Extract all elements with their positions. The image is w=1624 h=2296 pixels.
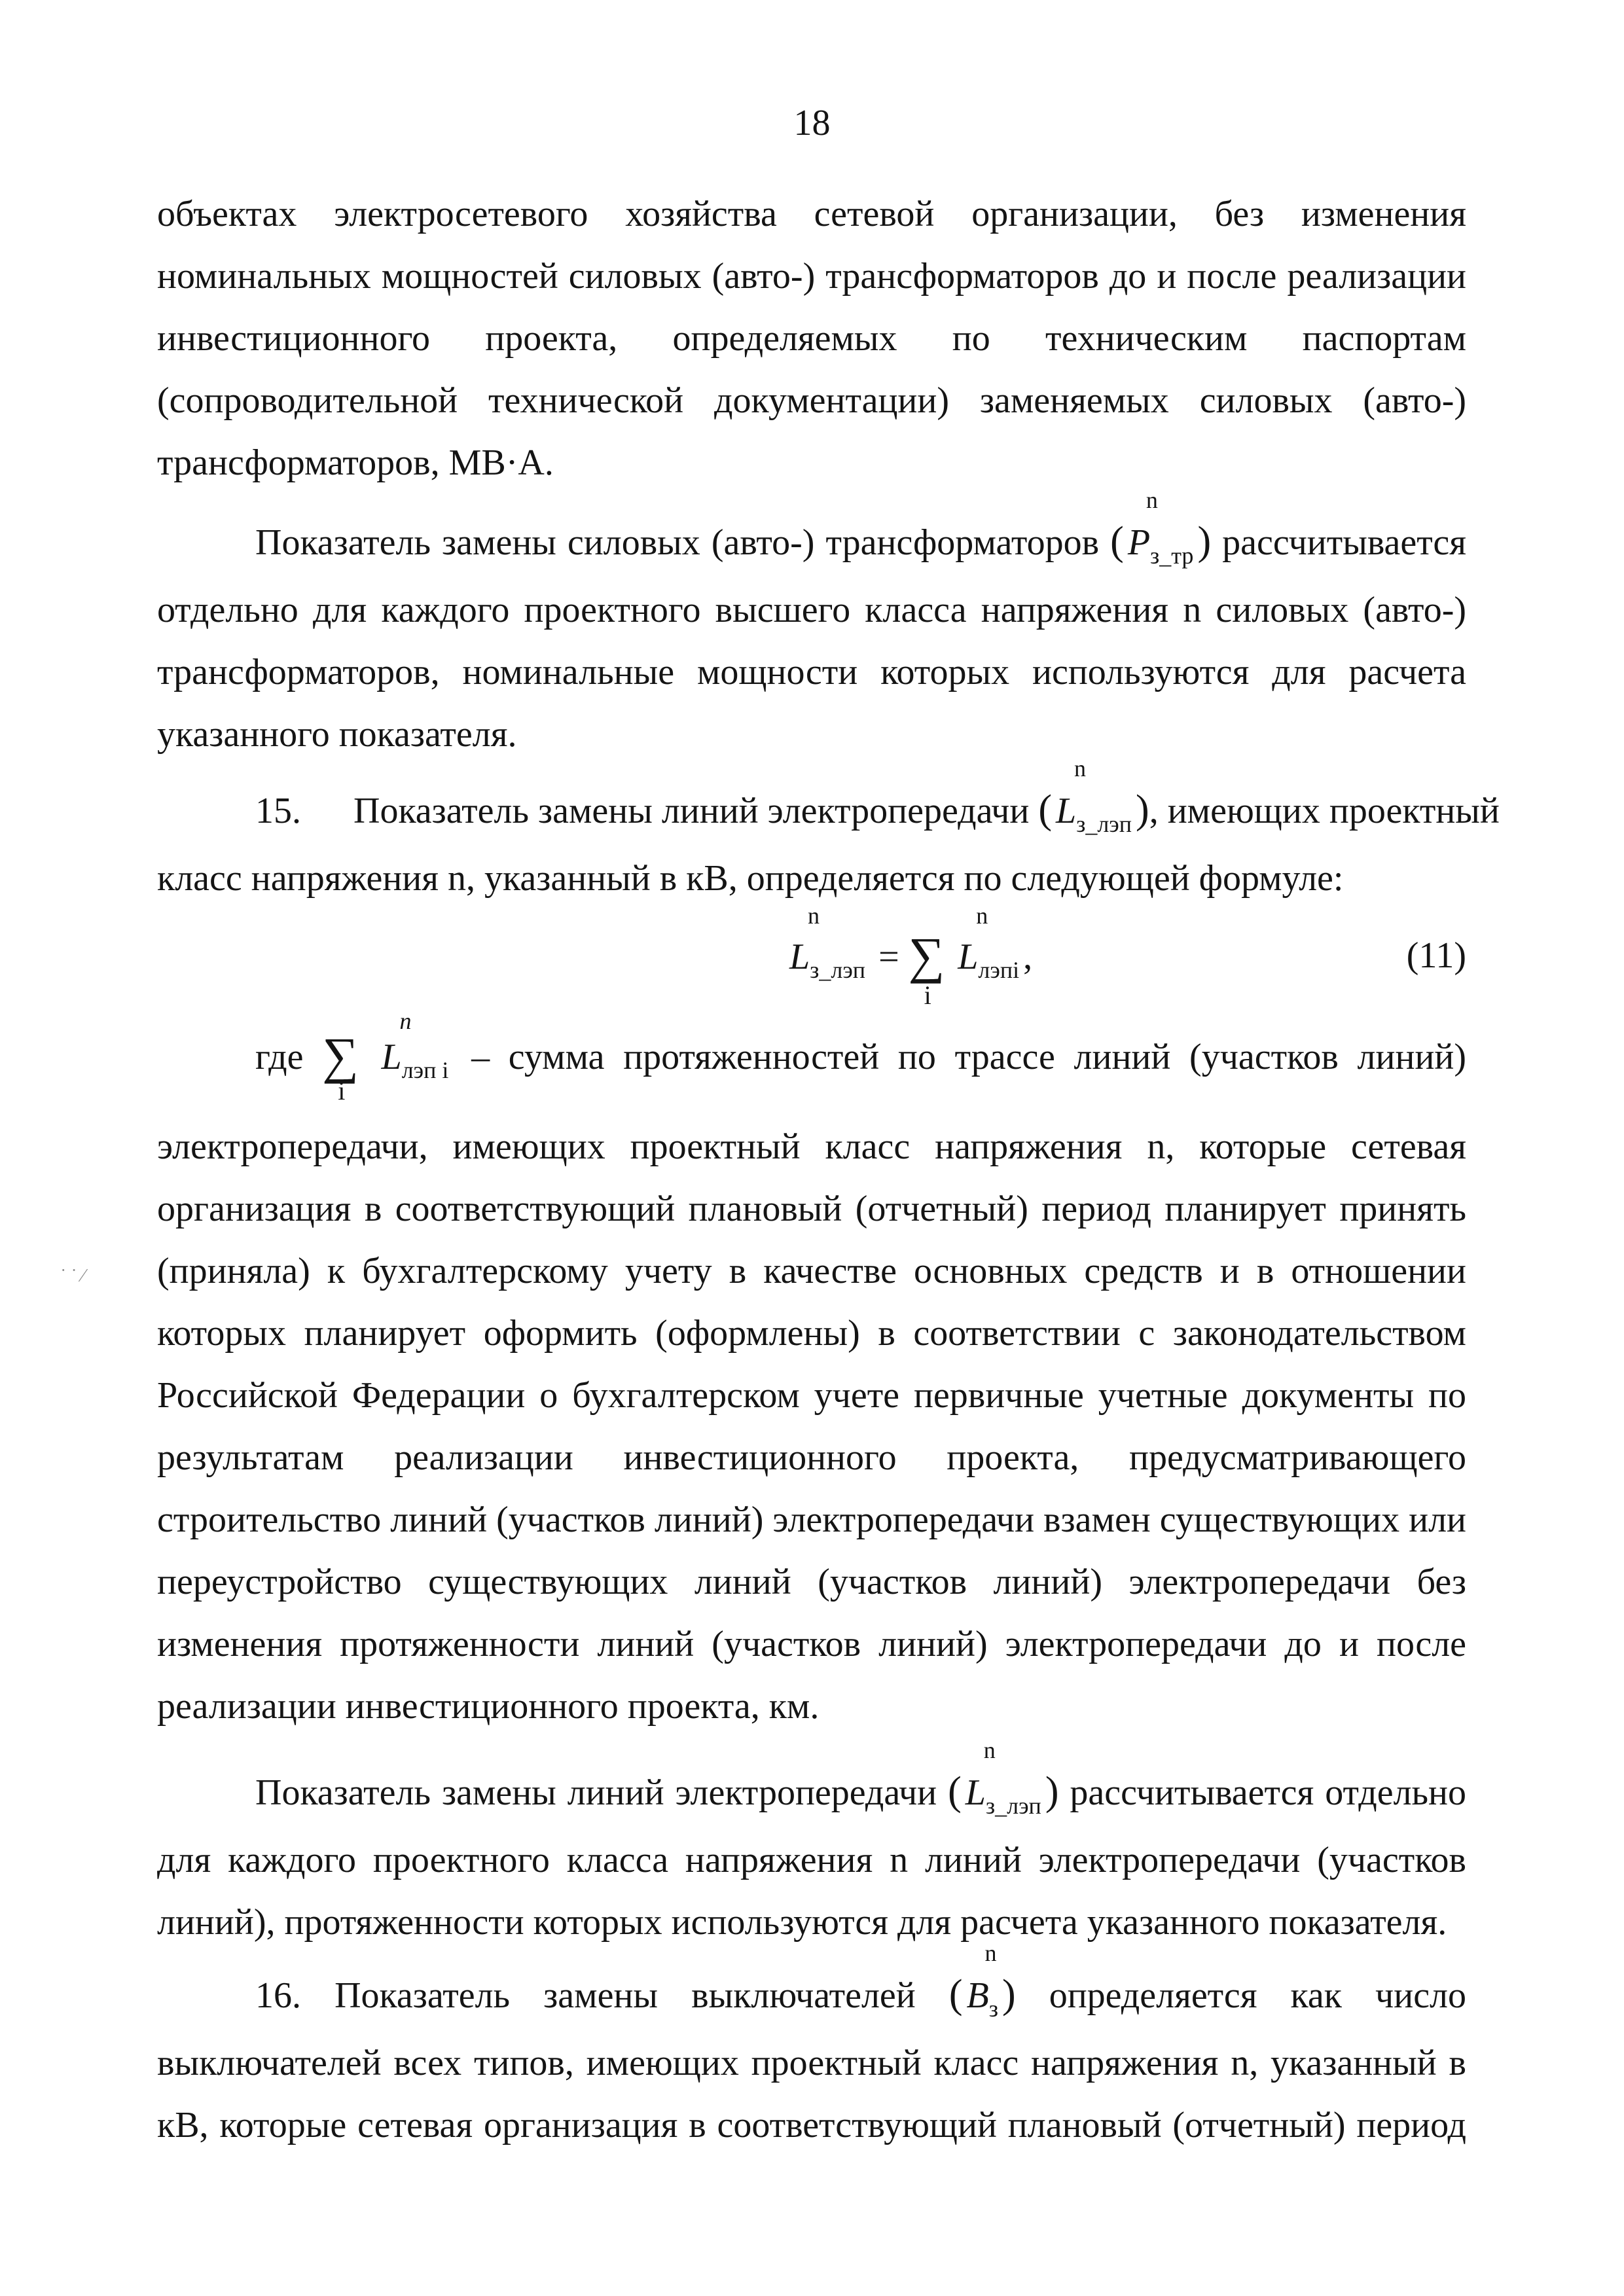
text-line: результатам реализации инвестиционного проекта, предусматривающего [157,1437,1466,1478]
symbol-b-replacement: B n $_з$ [966,1940,998,2022]
open-paren: ( [1110,519,1124,564]
text-line: трансформаторов, МВ·А. [157,442,554,483]
equals-sign: = [878,937,899,977]
text-fragment: рассчитывается отдельно [1070,1772,1467,1813]
paragraph-continuation [157,183,1466,494]
text-line [157,1940,1466,2032]
formula-explanation [157,1008,1467,1105]
formula-lhs: L n $_{з\_лэп}$ [789,903,866,983]
text-line: линий), протяженности которых используются для расчета указанного показателя. [157,1902,1447,1943]
close-paren: ) [1045,1769,1059,1814]
text-line: организация в соответствующий плановый (отчетный) период планирует принять [157,1189,1466,1229]
where-word: где [255,1037,304,1077]
text-line: (сопроводительной технической документации) заменяемых силовых (авто-) [157,380,1466,421]
text-line: класс напряжения n, указанный в кВ, определяется по следующей формуле: [157,858,1344,899]
text-line: указанного показателя. [157,714,517,755]
text-fragment: , имеющих проектный [1149,791,1500,831]
symbol-l-replacement: L n $_{з\_лэп}$ [965,1737,1041,1819]
text-line: для каждого проектного класса напряжения n линий электропередачи (участков [157,1840,1466,1880]
text-line: номинальных мощностей силовых (авто-) трансформаторов до и после реализации [157,256,1466,296]
text-line: электропередачи, имеющих проектный класс напряжения n, которые сетевая [157,1126,1466,1167]
formula-11 [785,903,1033,1010]
text-line [157,487,1467,579]
page-number: 18 [793,103,831,143]
close-paren: ) [1197,519,1212,564]
text-fragment: Показатель замены линий электропередачи [353,791,1030,831]
formula-comma: , [1023,937,1033,977]
text-fragment: Показатель замены выключателей [334,1975,916,2016]
symbol-l-replacement: L n $_{з\_лэп}$ [1055,755,1132,837]
sigma-symbol: ∑ [322,1027,359,1084]
item-number: 16. [255,1975,301,2016]
text-line: которых планирует оформить (оформлены) в соответствии с законодательством [157,1313,1466,1354]
text-fragment: Показатель замены силовых (авто-) трансформаторов [255,522,1100,563]
text-line: выключателей всех типов, имеющих проектный класс напряжения n, указанный в [157,2043,1466,2083]
text-line: трансформаторов, номинальные мощности которых используются для расчета [157,652,1466,692]
item-15 [157,755,1500,910]
text-line: переустройство существующих линий (участков линий) электропередачи без [157,1562,1466,1602]
symbol-l-sum: L n $_{лэп i}$ [381,1008,449,1083]
text-fragment: определяется как число [1049,1975,1466,2016]
text-fragment: Показатель замены линий электропередачи [255,1772,937,1813]
text-line: инвестиционного проекта, определяемых по техническим паспортам [157,318,1466,359]
text-line: объектах электросетевого хозяйства сетевой организации, без изменения [157,194,1466,234]
text-line [157,1737,1467,1829]
formula-rhs: L n $_{лэпi}$ [958,903,1020,983]
paragraph-transformer-replacement [157,487,1467,766]
text-line [157,1008,1467,1105]
open-paren: ( [948,1972,963,2017]
text-fragment: – сумма протяженностей по трассе линий (участков линий) [471,1037,1467,1077]
scan-artifact-mark: ˙ ˙ ⁄ [60,1266,85,1286]
equation-number: (11) [1406,935,1466,976]
open-paren: ( [1038,787,1052,832]
text-fragment: рассчитывается [1222,522,1467,563]
sigma-symbol: ∑ [908,927,945,984]
open-paren: ( [948,1769,962,1814]
close-paren: ) [1001,1972,1016,2017]
text-line: кВ, которые сетевая организация в соответствующий плановый (отчетный) период [157,2105,1466,2145]
text-line: (приняла) к бухгалтерскому учету в качестве основных средств и в отношении [157,1251,1466,1291]
item-16 [157,1940,1466,2157]
sigma-index: i [338,1076,346,1105]
text-line [157,755,1500,848]
text-line: строительство линий (участков линий) электропередачи взамен существующих или [157,1499,1466,1540]
symbol-p-replacement: P n $_{з\_тр}$ [1127,487,1194,569]
sigma-index: i [924,980,931,1010]
text-line: Российской Федерации о бухгалтерском учете первичные учетные документы по [157,1375,1466,1416]
formula-11-row [157,903,1466,1010]
paragraph-line-replacement [157,1737,1467,1954]
text-line: отдельно для каждого проектного высшего класса напряжения n силовых (авто-) [157,590,1466,630]
close-paren: ) [1136,787,1149,832]
paragraph-line-description [157,1116,1466,1738]
item-number: 15. [255,791,301,831]
text-line: изменения протяженности линий (участков линий) электропередачи до и после [157,1624,1466,1664]
text-line: реализации инвестиционного проекта, км. [157,1686,820,1727]
